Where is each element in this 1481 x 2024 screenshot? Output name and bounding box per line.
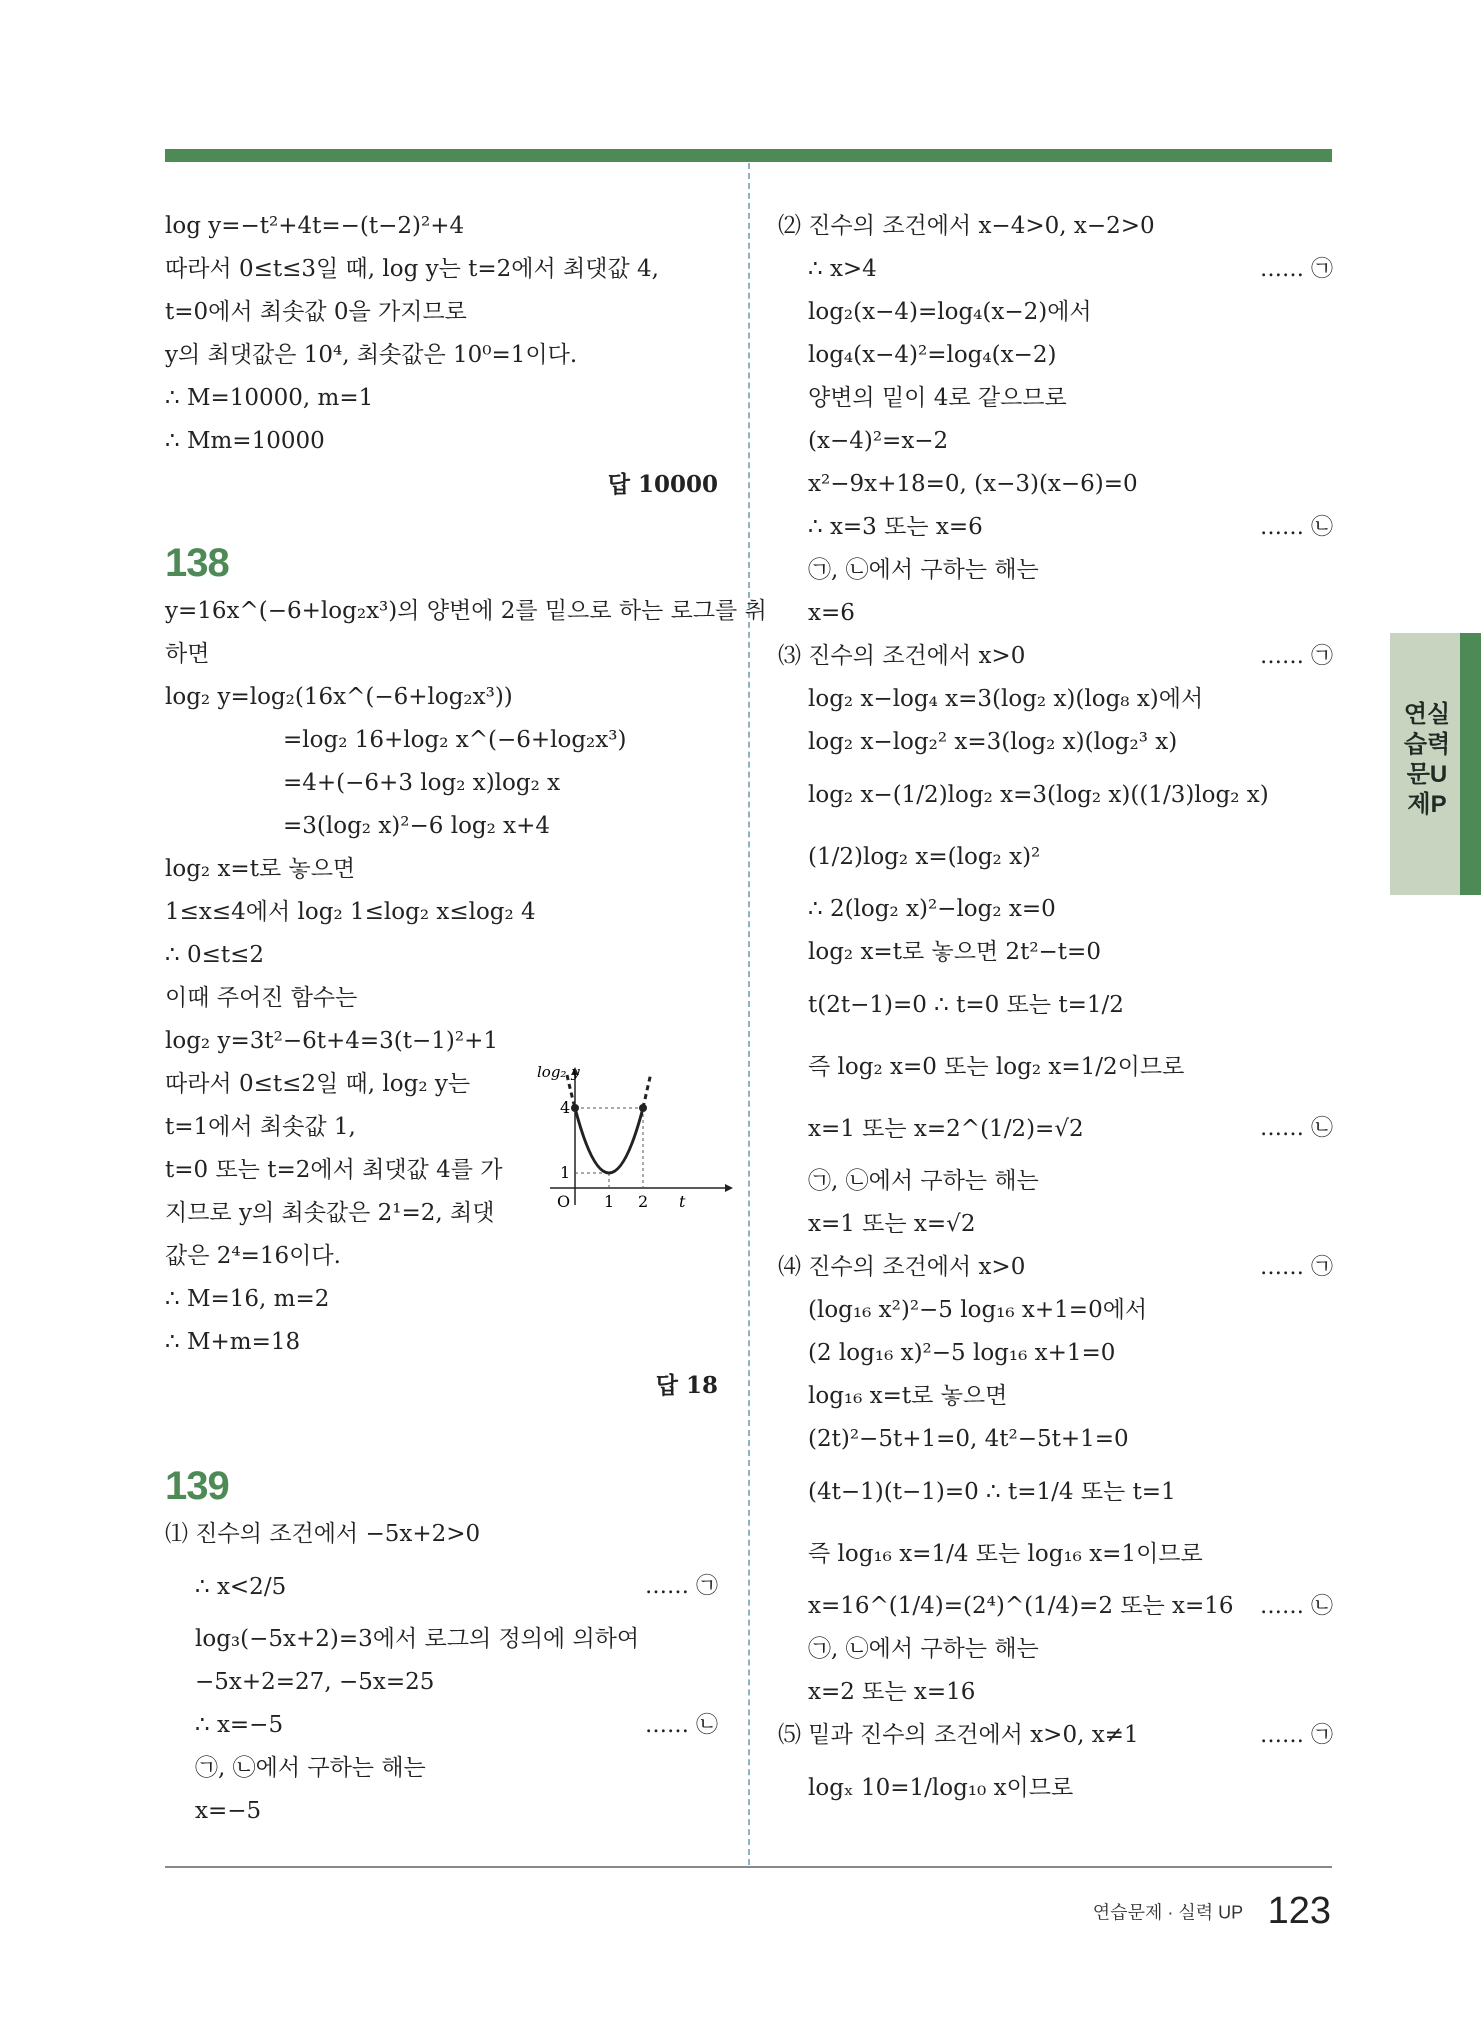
solution-line: log₁₆ x=t로 놓으면	[808, 1383, 1008, 1409]
parabola-curve	[575, 1108, 643, 1173]
answer-label: 답 18	[655, 1372, 718, 1399]
solution-line: 이때 주어진 함수는	[165, 985, 358, 1011]
side-tab-edge	[1460, 633, 1481, 895]
solution-line: 하면	[165, 641, 210, 667]
problem-number: 139	[165, 1464, 229, 1508]
solution-line: log₂ x−(1/2)log₂ x=3(log₂ x)((1/3)log₂ x)	[808, 782, 1269, 808]
condition-mark: …… ㉡	[645, 1713, 718, 1738]
solution-line: (4t−1)(t−1)=0 ∴ t=1/4 또는 t=1	[808, 1479, 1176, 1505]
solution-line: ∴ M=16, m=2	[165, 1286, 330, 1312]
left-column	[165, 205, 767, 1833]
solution-line: logₓ 10=1/log₁₀ x이므로	[808, 1775, 1074, 1801]
t-axis-arrow-icon	[725, 1184, 733, 1192]
condition-mark: …… ㉠	[1260, 1255, 1333, 1280]
condition-mark: …… ㉡	[1260, 515, 1333, 540]
solution-line: ∴ x=3 또는 x=6 …… ㉡	[778, 506, 1333, 549]
y-tick-label: 4	[560, 1098, 571, 1117]
solution-line: 지므로 y의 최솟값은 2¹=2, 최댓	[165, 1200, 495, 1226]
solution-line: x²−9x+18=0, (x−3)(x−6)=0	[808, 471, 1138, 497]
origin-label: O	[557, 1192, 571, 1211]
solution-line: t=0에서 최솟값 0을 가지므로	[165, 299, 467, 325]
solution-line: ⑷ 진수의 조건에서 x>0 …… ㉠	[778, 1246, 1333, 1289]
solution-line: x=1 또는 x=√2	[808, 1211, 976, 1237]
solution-line: ⑴ 진수의 조건에서 −5x+2>0	[165, 1521, 481, 1547]
condition-mark: …… ㉠	[1260, 644, 1333, 669]
solution-line: ∴ Mm=10000	[165, 428, 325, 454]
solution-line: y의 최댓값은 10⁴, 최솟값은 10⁰=1이다.	[165, 342, 578, 368]
solution-line: ∴ M+m=18	[165, 1329, 301, 1355]
solution-line: t=1에서 최솟값 1,	[165, 1114, 356, 1140]
solution-line: 양변의 밑이 4로 같으므로	[808, 385, 1067, 411]
solution-line: (1/2)log₂ x=(log₂ x)²	[808, 844, 1041, 870]
solution-line: (2 log₁₆ x)²−5 log₁₆ x+1=0	[808, 1340, 1116, 1366]
condition-mark: …… ㉠	[1260, 1723, 1333, 1748]
solution-line: x=2 또는 x=16	[808, 1679, 976, 1705]
x-tick-label: 2	[638, 1192, 649, 1211]
condition-mark: …… ㉠	[1260, 257, 1333, 282]
solution-line: ㉠, ㉡에서 구하는 해는	[808, 1636, 1039, 1662]
solution-line: −5x+2=27, −5x=25	[195, 1669, 435, 1695]
solution-line: (log₁₆ x²)²−5 log₁₆ x+1=0에서	[808, 1297, 1148, 1323]
column-divider	[748, 163, 750, 1865]
solution-line: ∴ 2(log₂ x)²−log₂ x=0	[808, 896, 1056, 922]
solution-line: ∴ x=−5 …… ㉡	[165, 1704, 718, 1747]
solution-line: log₂ x−log₂² x=3(log₂ x)(log₂³ x)	[808, 729, 1178, 755]
solution-line: log₂ y=3t²−6t+4=3(t−1)²+1	[165, 1028, 498, 1054]
parabola-extension	[643, 1073, 651, 1108]
solution-line: 따라서 0≤t≤3일 때, log y는 t=2에서 최댓값 4,	[165, 256, 659, 282]
solution-line: ⑵ 진수의 조건에서 x−4>0, x−2>0	[778, 213, 1155, 239]
solution-line: x=−5	[195, 1798, 262, 1824]
solution-line: ∴ x>4 …… ㉠	[778, 248, 1333, 291]
solution-line: ㉠, ㉡에서 구하는 해는	[195, 1755, 426, 1781]
endpoint-dot	[571, 1104, 579, 1112]
solution-line: =log₂ 16+log₂ x^(−6+log₂x³)	[283, 727, 627, 753]
solution-line: y=16x^(−6+log₂x³)의 양변에 2를 밑으로 하는 로그를 취	[165, 598, 767, 624]
solution-line: 1≤x≤4에서 log₂ 1≤log₂ x≤log₂ 4	[165, 899, 536, 925]
condition-mark: …… ㉡	[1260, 1594, 1333, 1619]
solution-line: 즉 log₂ x=0 또는 log₂ x=1/2이므로	[808, 1054, 1185, 1080]
solution-line: x=1 또는 x=2^(1/2)=√2 …… ㉡	[778, 1098, 1333, 1160]
x-tick-label: 1	[604, 1192, 615, 1211]
solution-line: (x−4)²=x−2	[808, 428, 949, 454]
solution-line: x=16^(1/4)=(2⁴)^(1/4)=2 또는 x=16 …… ㉡	[778, 1585, 1333, 1628]
bottom-rule	[165, 1866, 1332, 1868]
solution-line: ⑸ 밑과 진수의 조건에서 x>0, x≠1 …… ㉠	[778, 1714, 1333, 1757]
right-column	[778, 205, 1333, 1819]
solution-line: 따라서 0≤t≤2일 때, log₂ y는	[165, 1071, 471, 1097]
solution-line: log y=−t²+4t=−(t−2)²+4	[165, 213, 465, 239]
solution-line: ㉠, ㉡에서 구하는 해는	[808, 1168, 1039, 1194]
solution-line: ⑶ 진수의 조건에서 x>0 …… ㉠	[778, 635, 1333, 678]
solution-line: ㉠, ㉡에서 구하는 해는	[808, 557, 1039, 583]
solution-line: log₂ x=t로 놓으면 2t²−t=0	[808, 939, 1101, 965]
solution-line: 즉 log₁₆ x=1/4 또는 log₁₆ x=1이므로	[808, 1541, 1203, 1567]
solution-line: (2t)²−5t+1=0, 4t²−5t+1=0	[808, 1426, 1129, 1452]
parabola-graph	[535, 1065, 735, 1215]
y-axis-label: log₂ y	[537, 1065, 580, 1081]
condition-mark: …… ㉠	[645, 1574, 718, 1599]
solution-line: x=6	[808, 600, 855, 626]
solution-line: log₂ x−log₄ x=3(log₂ x)(log₈ x)에서	[808, 686, 1204, 712]
solution-line: log₄(x−4)²=log₄(x−2)	[808, 342, 1057, 368]
problem-number: 138	[165, 541, 229, 585]
endpoint-dot	[639, 1104, 647, 1112]
solution-line: log₃(−5x+2)=3에서 로그의 정의에 의하여	[195, 1626, 640, 1652]
page-number: 123	[1267, 1890, 1331, 1932]
solution-line: 값은 2⁴=16이다.	[165, 1243, 341, 1269]
page-footer	[1093, 1890, 1331, 1933]
top-accent-bar	[165, 149, 1332, 162]
solution-line: t=0 또는 t=2에서 최댓값 4를 가	[165, 1157, 503, 1183]
y-tick-label: 1	[560, 1163, 571, 1182]
solution-line: =4+(−6+3 log₂ x)log₂ x	[283, 770, 561, 796]
solution-line: log₂ x=t로 놓으면	[165, 856, 356, 882]
footer-section-title: 연습문제 · 실력 UP	[1092, 1902, 1244, 1923]
solution-line: ∴ M=10000, m=1	[165, 385, 374, 411]
solution-line: log₂(x−4)=log₄(x−2)에서	[808, 299, 1092, 325]
solution-line: =3(log₂ x)²−6 log₂ x+4	[283, 813, 551, 839]
solution-line: ∴ x<2/5 …… ㉠	[165, 1556, 718, 1618]
solution-line: log₂ y=log₂(16x^(−6+log₂x³))	[165, 684, 513, 710]
solution-line: t(2t−1)=0 ∴ t=0 또는 t=1/2	[808, 992, 1124, 1018]
side-tab-label: 연실 습력 문U 제P	[1403, 701, 1451, 818]
condition-mark: …… ㉡	[1260, 1116, 1333, 1141]
answer-label: 답 10000	[607, 471, 718, 498]
solution-line: ∴ 0≤t≤2	[165, 942, 264, 968]
x-axis-label: t	[679, 1192, 686, 1211]
